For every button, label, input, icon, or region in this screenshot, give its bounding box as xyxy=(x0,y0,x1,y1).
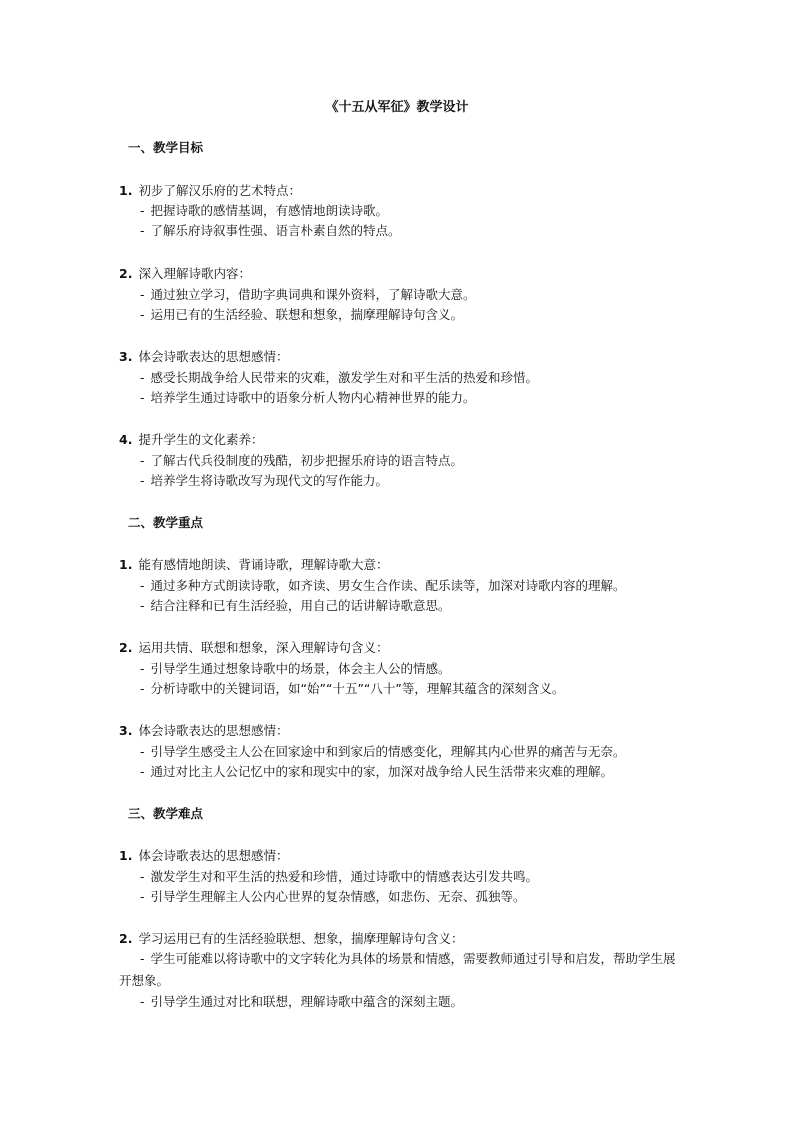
item-number: 3. xyxy=(119,349,133,364)
dash-marker: - xyxy=(140,889,145,904)
item-text: 初步了解汉乐府的艺术特点： xyxy=(138,183,301,198)
sub-item xyxy=(140,887,526,907)
dash-marker: - xyxy=(140,203,145,218)
sub-item xyxy=(140,762,613,782)
sub-item-text: 培养学生通过诗歌中的语象分析人物内心精神世界的能力。 xyxy=(150,390,476,405)
dash-marker: - xyxy=(140,764,145,779)
list-item xyxy=(119,638,388,658)
list-item xyxy=(119,264,251,284)
sub-item-text: 把握诗歌的感情基调，有感情地朗读诗歌。 xyxy=(150,203,389,218)
list-item xyxy=(119,430,263,450)
section-heading-difficulties: 三、教学难点 xyxy=(128,806,204,821)
sub-item xyxy=(140,451,463,471)
sub-item-text: 激发学生对和平生活的热爱和珍惜，通过诗歌中的情感表达引发共鸣。 xyxy=(150,869,539,884)
dash-marker: - xyxy=(140,473,145,488)
sub-item-text: 通过对比主人公记忆中的家和现实中的家，加深对战争给人民生活带来灾难的理解。 xyxy=(150,764,614,779)
item-text: 体会诗歌表达的思想感情： xyxy=(138,349,289,364)
dash-marker: - xyxy=(140,578,145,593)
sub-item-text: 了解乐府诗叙事性强、语言朴素自然的特点。 xyxy=(150,223,401,238)
sub-item xyxy=(140,201,388,221)
sub-item xyxy=(140,221,401,241)
dash-marker: - xyxy=(140,951,145,966)
sub-item xyxy=(140,742,626,762)
dash-marker: - xyxy=(140,287,145,302)
list-item xyxy=(119,347,288,367)
sub-item-text: 结合注释和已有生活经验，用自己的话讲解诗歌意思。 xyxy=(150,598,451,613)
item-number: 2. xyxy=(119,931,133,946)
sub-item-text: 运用已有的生活经验、联想和想象，揣摩理解诗句含义。 xyxy=(150,307,464,322)
section-heading-key-points: 二、教学重点 xyxy=(128,515,204,530)
sub-item-text: 引导学生感受主人公在回家途中和到家后的情感变化，理解其内心世界的痛苦与无奈。 xyxy=(150,744,626,759)
section-heading-objectives: 一、教学目标 xyxy=(128,140,204,155)
sub-item xyxy=(140,867,538,887)
list-item xyxy=(119,721,288,741)
item-number: 4. xyxy=(119,432,133,447)
dash-marker: - xyxy=(140,223,145,238)
sub-item-text: 通过多种方式朗读诗歌，如齐读、男女生合作读、配乐读等，加深对诗歌内容的理解。 xyxy=(150,578,626,593)
item-text: 提升学生的文化素养： xyxy=(138,432,264,447)
sub-item-text: 分析诗歌中的关键词语，如“始”“十五”“八十”等，理解其蕴含的深刻含义。 xyxy=(150,681,565,696)
dash-marker: - xyxy=(140,370,145,385)
dash-marker: - xyxy=(140,598,145,613)
sub-item-text: 了解古代兵役制度的残酷，初步把握乐府诗的语言特点。 xyxy=(150,453,464,468)
document-title: 《十五从军征》教学设计 xyxy=(325,100,469,115)
list-item xyxy=(119,846,288,866)
item-number: 2. xyxy=(119,266,133,281)
item-text: 体会诗歌表达的思想感情： xyxy=(138,723,289,738)
sub-item xyxy=(140,576,626,596)
item-text: 体会诗歌表达的思想感情： xyxy=(138,848,289,863)
item-text: 运用共情、联想和想象，深入理解诗句含义： xyxy=(138,640,389,655)
sub-item xyxy=(140,368,538,388)
dash-marker: - xyxy=(140,661,145,676)
sub-item-text: 引导学生通过想象诗歌中的场景，体会主人公的情感。 xyxy=(150,661,451,676)
list-item xyxy=(119,929,463,949)
dash-marker: - xyxy=(140,307,145,322)
sub-item-text: 感受长期战争给人民带来的灾难，激发学生对和平生活的热爱和珍惜。 xyxy=(150,370,539,385)
sub-item xyxy=(140,471,388,491)
sub-item xyxy=(140,659,451,679)
item-text: 能有感情地朗读、背诵诗歌，理解诗歌大意： xyxy=(138,557,389,572)
dash-marker: - xyxy=(140,744,145,759)
dash-marker: - xyxy=(140,681,145,696)
item-text: 深入理解诗歌内容： xyxy=(138,266,251,281)
sub-item xyxy=(140,305,463,325)
list-item xyxy=(119,555,388,575)
item-number: 3. xyxy=(119,723,133,738)
dash-marker: - xyxy=(140,390,145,405)
sub-item-text: 引导学生通过对比和联想，理解诗歌中蕴含的深刻主题。 xyxy=(150,994,464,1009)
dash-marker: - xyxy=(140,994,145,1009)
sub-item xyxy=(140,679,564,699)
sub-item xyxy=(140,285,476,305)
sub-item xyxy=(140,596,451,616)
sub-item xyxy=(119,948,679,992)
list-item xyxy=(119,181,301,201)
sub-item xyxy=(140,992,463,1012)
sub-item-text: 引导学生理解主人公内心世界的复杂情感，如悲伤、无奈、孤独等。 xyxy=(150,889,526,904)
item-number: 1. xyxy=(119,848,133,863)
item-number: 1. xyxy=(119,557,133,572)
sub-item xyxy=(140,388,476,408)
dash-marker: - xyxy=(140,453,145,468)
sub-item-text: 学生可能难以将诗歌中的文字转化为具体的场景和情感，需要教师通过引导和启发，帮助学生展开想象。 xyxy=(119,951,676,988)
item-number: 1. xyxy=(119,183,133,198)
sub-item-text: 培养学生将诗歌改写为现代文的写作能力。 xyxy=(150,473,389,488)
item-number: 2. xyxy=(119,640,133,655)
item-text: 学习运用已有的生活经验联想、想象，揣摩理解诗句含义： xyxy=(138,931,464,946)
dash-marker: - xyxy=(140,869,145,884)
sub-item-text: 通过独立学习，借助字典词典和课外资料，了解诗歌大意。 xyxy=(150,287,476,302)
